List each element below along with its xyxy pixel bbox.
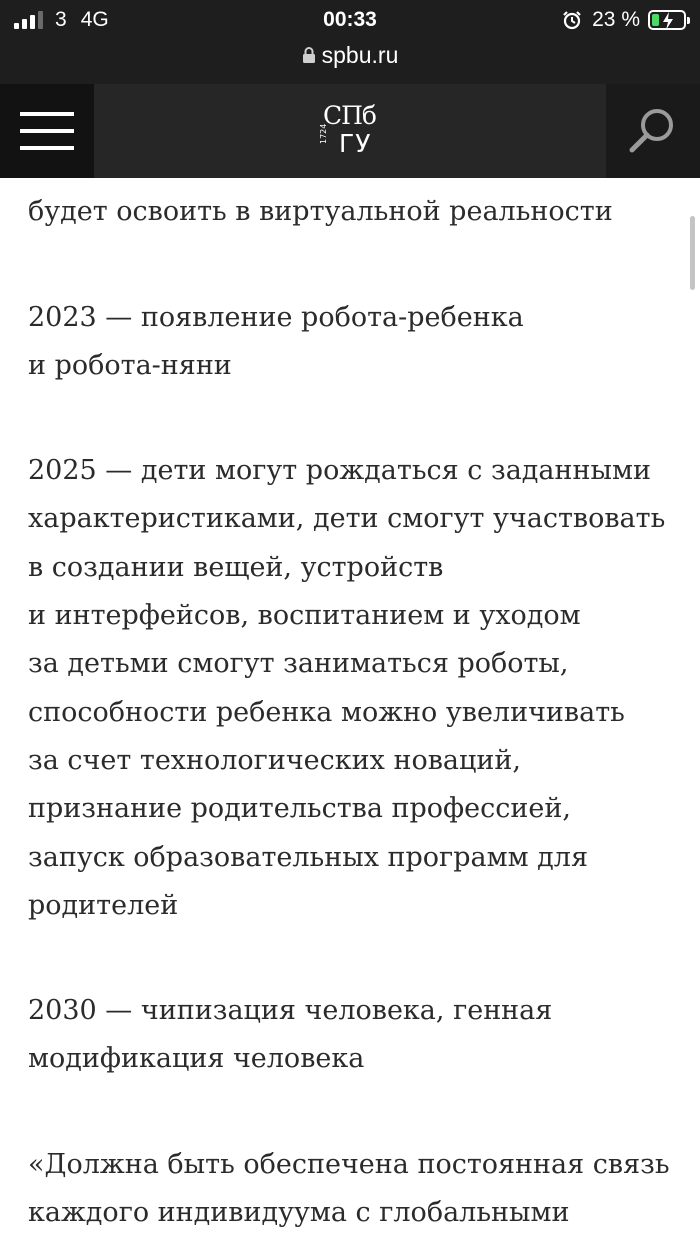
network-type: 4G [80, 8, 109, 31]
article-line: 2023 — появление робота-ребенка [28, 301, 524, 333]
article-line: в создании вещей, устройств [28, 551, 444, 583]
article-line: признание родительства профессией, [28, 793, 571, 825]
search-button[interactable] [606, 84, 700, 178]
address-bar[interactable] [0, 40, 700, 70]
menu-button[interactable] [0, 84, 94, 178]
spbu-logo[interactable] [318, 102, 382, 162]
article-line: каждого индивидуума с глобальными [28, 1197, 570, 1229]
battery-icon [648, 10, 686, 30]
article-line: будет освоить в виртуальной реальности [28, 196, 613, 228]
search-icon [626, 104, 680, 158]
article-line: способности ребенка можно увеличивать [28, 696, 625, 728]
scrollbar[interactable] [690, 216, 695, 290]
logo-text-top: СПб [323, 101, 376, 130]
article-line-cut-off [28, 178, 678, 188]
article-line: и робота-няни [28, 349, 232, 381]
article-line: за счет технологических новаций, [28, 744, 521, 776]
logo-text-bottom: ГУ [339, 129, 372, 158]
paragraph-spacer [28, 930, 678, 987]
status-bar [0, 0, 700, 84]
status-time: 00:33 [323, 8, 377, 31]
article-line: и интерфейсов, воспитанием и уходом [28, 600, 581, 632]
article-line: за детьми смогут заниматься роботы, [28, 648, 569, 680]
paragraph-spacer [28, 237, 678, 294]
paragraph-spacer [28, 390, 678, 447]
article-content [0, 178, 700, 1245]
logo-year: 1724 [319, 123, 328, 144]
status-right [562, 6, 686, 34]
battery-percent: 23 % [592, 8, 640, 31]
article-line: модификация человека [28, 1043, 365, 1075]
site-header [0, 84, 700, 178]
article-line: «Должна быть обеспечена постоянная связь [28, 1148, 670, 1180]
article-line: запуск образовательных программ для [28, 841, 588, 873]
article-line: 2030 — чипизация человека, генная [28, 995, 553, 1027]
article-line: характеристиками, дети смогут участвовать [28, 503, 666, 535]
carrier-label: 3 [55, 8, 67, 31]
article-body [28, 178, 678, 1237]
article-line: родителей [28, 889, 179, 921]
alarm-clock-icon [562, 10, 582, 30]
url-text: spbu.ru [321, 41, 399, 68]
article-line: 2025 — дети могут рождаться с заданными [28, 455, 652, 487]
charging-bolt-icon [660, 11, 676, 31]
lock-icon [302, 46, 316, 64]
battery-fill [652, 14, 659, 26]
paragraph-spacer [28, 1084, 678, 1141]
